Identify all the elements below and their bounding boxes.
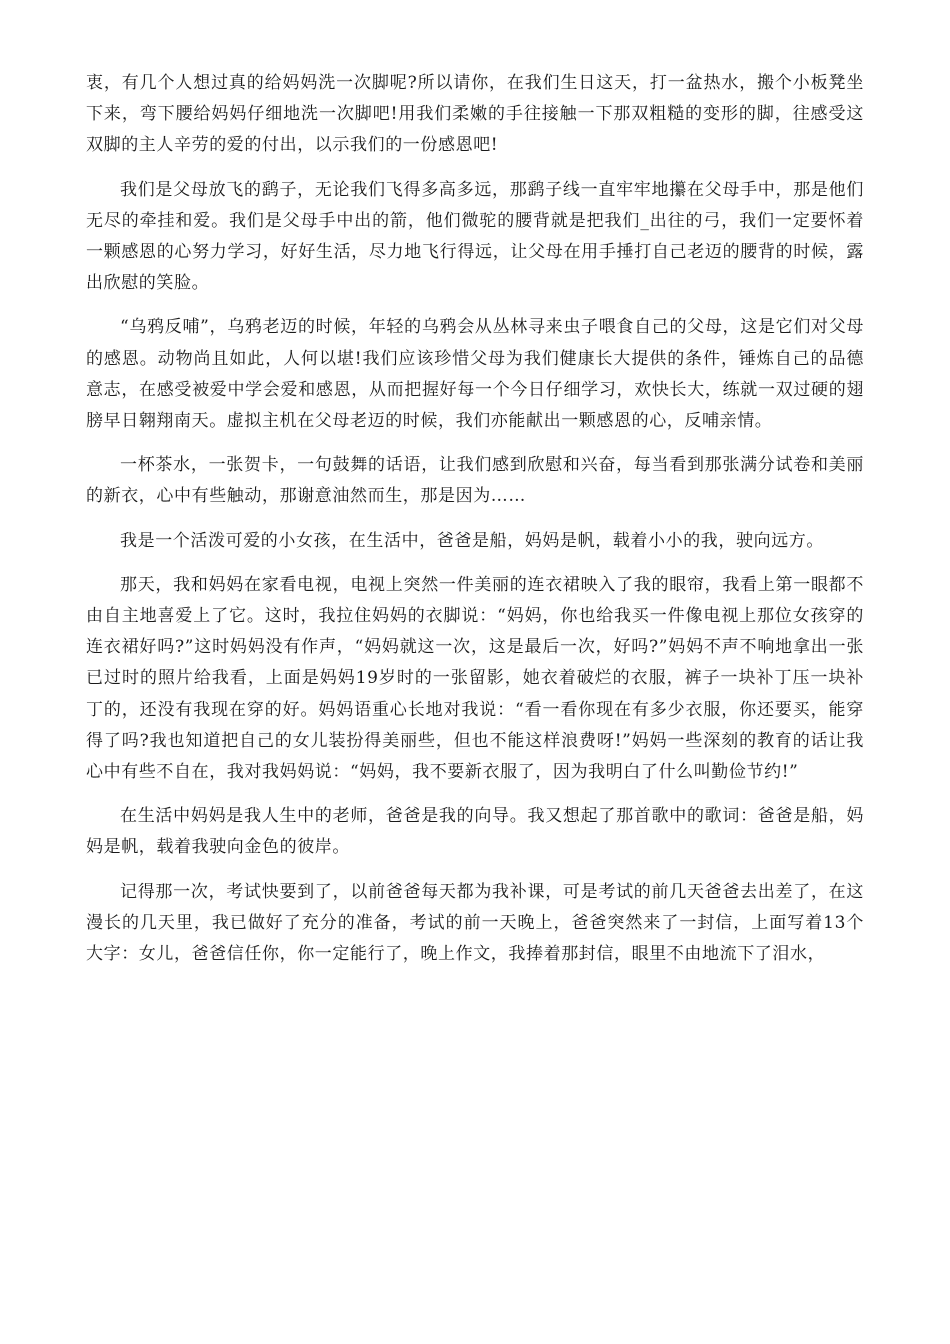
paragraph-teacher-guide: 在生活中妈妈是我人生中的老师，爸爸是我的向导。我又想起了那首歌中的歌词：爸爸是船，妈妈是帆，载着我驶向金色的彼岸。 [86, 806, 864, 858]
paragraph-kite-metaphor: 我们是父母放飞的鹞子，无论我们飞得多高多远，那鹞子线一直牢牢地攥在父母手中，那是他们无尽的牵挂和爱。我们是父母手中出的箭，他们微驼的腰背就是把我们_出往的弓，我们一定要怀着一颗感恩的心努力学习，好好生活，尽力地飞行得远，让父母在用手捶打自己老迈的腰背的时候，露出欣慰的笑脸。 [86, 179, 864, 294]
paragraph-crow-feeding: “乌鸦反哺”，乌鸦老迈的时候，年轻的乌鸦会从丛林寻来虫子喂食自己的父母，这是它们对父母的感恩。动物尚且如此，人何以堪!我们应该珍惜父母为我们健康长大提供的条件，锤炼自己的品德意志，在感受被爱中学会爱和感恩，从而把握好每一个今日仔细学习，欢快长大，练就一双过硬的翅膀早日翱翔南天。虚拟主机在父母老迈的时候，我们亦能献出一颗感恩的心，反哺亲情。 [86, 317, 864, 432]
paragraph-exam-letter: 记得那一次，考试快要到了，以前爸爸每天都为我补课，可是考试的前几天爸爸去出差了，在这漫长的几天里，我已做好了充分的准备，考试的前一天晚上，爸爸突然来了一封信，上面写着13个大字：女儿，爸爸信任你，你一定能行了，晚上作文，我捧着那封信，眼里不由地流下了泪水， [86, 881, 864, 965]
document-body [86, 68, 864, 983]
paragraph-dress-story: 那天，我和妈妈在家看电视，电视上突然一件美丽的连衣裙映入了我的眼帘，我看上第一眼都不由自主地喜爱上了它。这时，我拉住妈妈的衣脚说：“妈妈，你也给我买一件像电视上那位女孩穿的连衣裙好吗?”这时妈妈没有作声，“妈妈就这一次，这是最后一次，好吗?”妈妈不声不响地拿出一张已过时的照片给我看，上面是妈妈19岁时的一张留影，她衣着破烂的衣服，裤子一块补丁压一块补丁的，还没有我现在穿的好。妈妈语重心长地对我说：“看一看你现在有多少衣服，你还要买，能穿得了吗?我也知道把自己的女儿装扮得美丽些，但也不能这样浪费呀!”妈妈一些深刻的教育的话让我心中有些不自在，我对我妈妈说：“妈妈，我不要新衣服了，因为我明白了什么叫勤俭节约!” [86, 574, 864, 783]
paragraph-continuation: 衷，有几个人想过真的给妈妈洗一次脚呢?所以请你，在我们生日这天，打一盆热水，搬个小板凳坐下来，弯下腰给妈妈仔细地洗一次脚吧!用我们柔嫩的手往接触一下那双粗糙的变形的脚，往感受这双脚的主人辛劳的爱的付出，以示我们的一份感恩吧! [86, 73, 864, 156]
paragraph-gratitude-intro: 一杯茶水，一张贺卡，一句鼓舞的话语，让我们感到欣慰和兴奋，每当看到那张满分试卷和美丽的新衣，心中有些触动，那谢意油然而生，那是因为…… [86, 455, 864, 507]
paragraph-boat-and-sail: 我是一个活泼可爱的小女孩，在生活中，爸爸是船，妈妈是帆，载着小小的我，驶向远方。 [120, 530, 824, 551]
